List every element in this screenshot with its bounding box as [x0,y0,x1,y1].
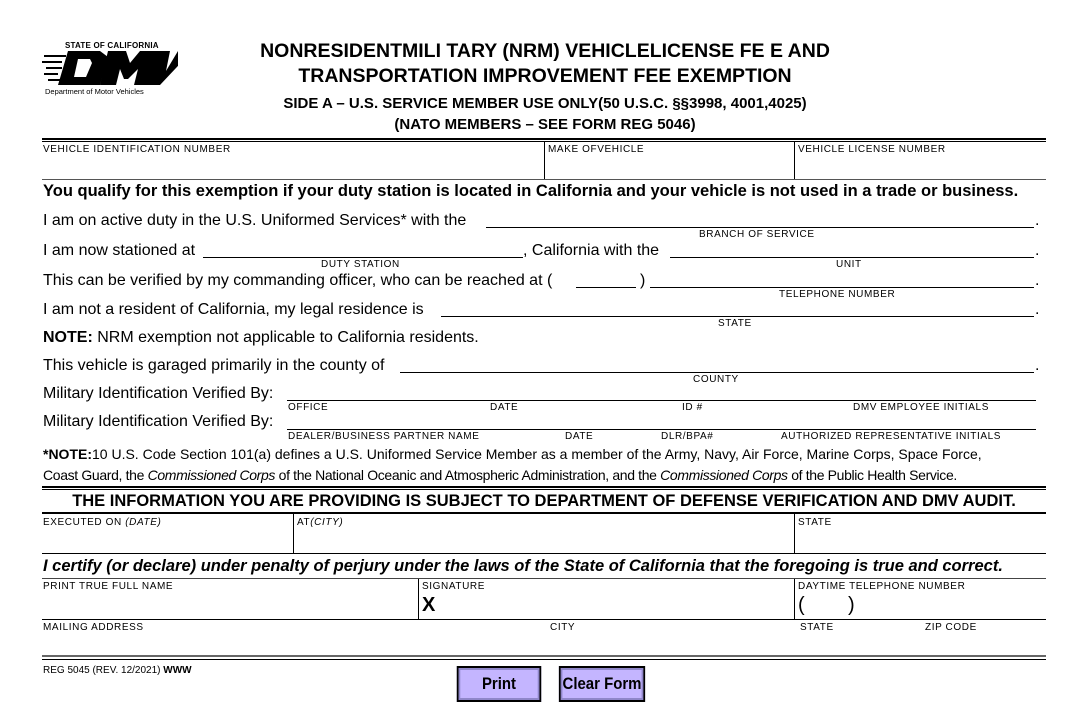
executed-date-input[interactable] [43,530,293,552]
form-id-text: REG 5045 (REV. 12/2021) [43,665,164,676]
executed-state-input[interactable] [798,530,1046,552]
executed-city-input[interactable] [297,530,793,552]
daytime-phone-input[interactable] [860,597,1046,619]
form-id [43,665,192,676]
full-name-input[interactable] [43,595,419,617]
city-italic: (CITY) [310,517,344,528]
license-input[interactable] [798,157,1046,179]
logo-dept-text: Department of Motor Vehicles [45,87,144,96]
period: . [1035,212,1040,229]
form-title-line1: NONRESIDENTMILI TARY (NRM) VEHICLELICENSE FE E AND [260,40,830,62]
divider [794,141,795,179]
telephone-underline [650,287,1034,288]
date-caption-2: DATE [565,431,594,442]
state-caption: STATE [718,318,752,329]
at-city-label [297,517,343,528]
divider [42,512,1046,514]
divider [42,489,1046,490]
signature-input[interactable] [440,597,794,619]
dmv-wordmark-icon [42,49,178,87]
telephone-caption: TELEPHONE NUMBER [779,289,896,300]
state-label: STATE [800,622,834,633]
full-name-label: PRINT TRUE FULL NAME [43,581,174,592]
office-caption: OFFICE [288,402,329,413]
zip-code-input[interactable] [925,636,1046,656]
zip-code-label: ZIP CODE [925,622,977,633]
footnote-line2 [43,467,957,483]
period: . [1035,272,1040,289]
rep-initials-caption: AUTHORIZED REPRESENTATIVE INITIALS [781,431,1002,442]
footnote-text-1: 10 U.S. Code Section 101(a) defines a U.S. Uniformed Service Member as a member of the Army, Navy, Air Force, Marine Corps, Space Force, [92,446,982,462]
city-label: CITY [550,622,576,633]
certify-statement: I certify (or declare) under penalty of perjury under the laws of the State of California that the foregoing is true and correct. [43,557,1003,575]
footnote-text-2c: of the Public Health Service. [787,467,957,483]
footnote-text-2b: of the National Oceanic and Atmospheric Administration, and the [275,467,661,483]
active-duty-text: I am on active duty in the U.S. Uniformed Services* with the [43,212,467,229]
executed-state-label: STATE [798,517,832,528]
garaged-text: This vehicle is garaged primarily in the county of [43,357,385,374]
signature-x-mark: X [422,594,436,616]
city-input[interactable] [550,636,794,656]
divider [544,141,545,179]
form-id-bold: WWW [163,665,192,676]
clear-form-button[interactable]: Clear Form [559,666,645,702]
county-caption: COUNTY [693,374,739,385]
executed-on-label [43,517,161,528]
period: . [1035,301,1040,318]
duty-station-caption: DUTY STATION [321,259,400,270]
logo-state-text: STATE OF CALIFORNIA [65,41,159,50]
dmv-initials-caption: DMV EMPLOYEE INITIALS [853,402,989,413]
nrm-note [43,329,479,347]
audit-banner: THE INFORMATION YOU ARE PROVIDING IS SUBJECT TO DEPARTMENT OF DEFENSE VERIFICATION AND DMV AUDIT. [72,492,1016,510]
residence-underline [441,316,1034,317]
period: . [1035,357,1040,374]
unit-underline [670,257,1034,258]
verified-by-1-text: Military Identification Verified By: [43,385,274,402]
divider [42,138,1046,140]
county-underline [400,372,1034,373]
license-label: VEHICLE LICENSE NUMBER [798,144,946,155]
divider [42,553,1046,554]
form-subtitle-line1: SIDE A – U.S. SERVICE MEMBER USE ONLY(50 U.S.C. §§3998, 4001,4025) [283,95,807,112]
divider [293,514,294,553]
footnote-bold: *NOTE: [43,446,92,462]
period: . [1035,242,1040,259]
duty-station-underline [203,257,523,258]
divider [42,486,1046,488]
mailing-address-label: MAILING ADDRESS [43,622,144,633]
divider [794,579,795,619]
id-caption: ID # [682,402,703,413]
paren-close: ) [640,272,646,289]
dealer-name-caption: DEALER/BUSINESS PARTNER NAME [288,431,480,442]
verified-by-2-text: Military Identification Verified By: [43,413,274,430]
unit-caption: UNIT [836,259,862,270]
vin-label: VEHICLE IDENTIFICATION NUMBER [43,144,231,155]
phone-paren-close: ) [848,594,855,616]
vin-input[interactable] [43,157,545,179]
at-text: AT [297,517,311,528]
california-with-text: , California with the [523,242,660,259]
daytime-phone-label: DAYTIME TELEPHONE NUMBER [798,581,966,592]
print-button[interactable]: Print [457,666,541,702]
executed-on-text: EXECUTED ON [43,517,126,528]
divider [42,619,1046,620]
signature-label: SIGNATURE [422,581,485,592]
footnote-text-2a: Coast Guard, the [43,467,148,483]
footnote-line1 [43,446,982,462]
note-bold: NOTE: [43,329,93,346]
verified-by-2-underline [287,429,1036,430]
make-input[interactable] [548,157,794,179]
divider [794,514,795,553]
divider [418,579,419,619]
phone-paren-open: ( [798,594,805,616]
dlr-bpa-caption: DLR/BPA# [661,431,714,442]
branch-underline [486,227,1034,228]
verified-text: This can be verified by my commanding officer, who can be reached at ( [43,272,553,289]
divider [42,659,1046,660]
footnote-italic-2: Commissioned Corps [660,467,788,483]
qualify-statement: You qualify for this exemption if your duty station is located in California and your vehicle is not used in a trade or business. [43,182,1019,200]
form-title-line2: TRANSPORTATION IMPROVEMENT FEE EXEMPTION [298,65,792,87]
executed-on-italic: (DATE) [125,517,162,528]
stationed-text: I am now stationed at [43,242,196,259]
note-text: NRM exemption not applicable to California residents. [92,329,479,346]
divider [42,578,1046,579]
make-label: MAKE OFVEHICLE [548,144,645,155]
mailing-address-input[interactable] [43,636,547,656]
date-caption: DATE [490,402,519,413]
divider [42,655,1046,657]
divider [42,179,1046,180]
state-input[interactable] [800,636,919,656]
daytime-area-code-input[interactable] [806,597,850,619]
form-subtitle-line2: (NATO MEMBERS – SEE FORM REG 5046) [394,116,696,133]
area-code-underline [576,287,636,288]
verified-by-1-underline [287,400,1036,401]
branch-of-service-caption: BRANCH OF SERVICE [699,229,815,240]
footnote-italic-1: Commissioned Corps [147,467,276,483]
resident-text: I am not a resident of California, my legal residence is [43,301,424,318]
